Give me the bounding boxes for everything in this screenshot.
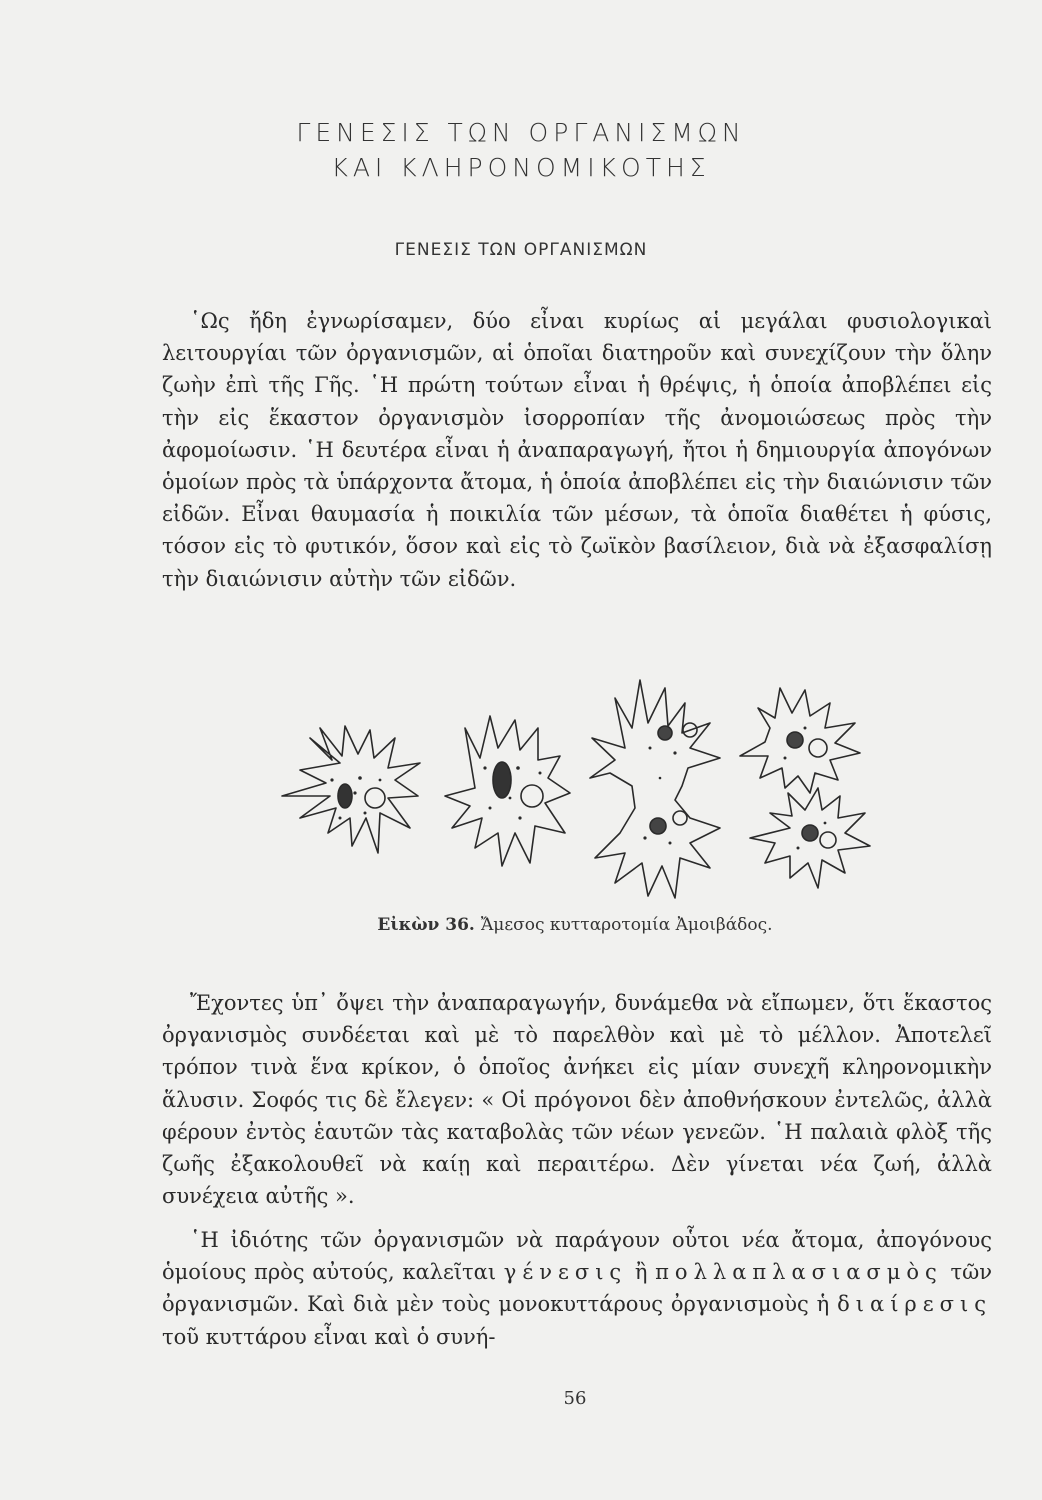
page-number: 56 — [563, 1388, 587, 1409]
body-paragraph-3 — [162, 1224, 992, 1353]
figure-caption — [0, 915, 1042, 935]
paragraph3-part3: τῶν ὀργανισμῶν. Καὶ διὰ μὲν τοὺς μονοκυττάρους ὀργανισμοὺς ἡ — [162, 1260, 992, 1317]
paragraph3-part2: ἢ — [627, 1260, 656, 1285]
paragraph3-part1: ῾Η ἰδιότης τῶν ὀργανισμῶν νὰ παράγουν οὗτοι νέα ἄτομα, ἀπογόνους ὁμοίους πρὸς αὐτούς, καλεῖται — [162, 1228, 992, 1285]
body-paragraph-1: ῾Ως ἤδη ἐγνωρίσαμεν, δύο εἶναι κυρίως αἱ μεγάλαι φυσιολογικαὶ λειτουργίαι τῶν ὀργανισμῶν, αἱ ὁποῖαι διατηροῦν καὶ συνεχίζουν τὴν ὅλην ζωὴν ἐπὶ τῆς Γῆς. ῾Η πρώτη τούτων εἶναι ἡ θρέψις, ἡ ὁποία ἀποβλέπει εἰς τὴν εἰς ἕκαστον ὀργανισμὸν ἰσορροπίαν τῆς ἀνομοιώσεως πρὸς τὴν ἀφομοίωσιν. ῾Η δευτέρα εἶναι ἡ ἀναπαραγωγή, ἤτοι ἡ δημιουργία ἀπογόνων ὁμοίων πρὸς τὰ ὑπάρχοντα ἄτομα, ἡ ὁποία ἀποβλέπει εἰς τὴν διαιώνισιν τῶν εἰδῶν. Εἶναι θαυμασία ἡ ποικιλία τῶν μέσων, τὰ ὁποῖα διαθέτει ἡ φύσις, τόσον εἰς τὸ φυτικόν, ὅσον καὶ εἰς τὸ ζωϊκὸν βασίλειον, διὰ νὰ ἐξασφαλίσῃ τὴν διαιώνισιν αὐτὴν τῶν εἰδῶν. — [162, 309, 992, 591]
amoeba-cell-3 — [590, 680, 720, 898]
section-heading: ΓΕΝΕΣΙΣ ΤΩΝ ΟΡΓΑΝΙΣΜΩΝ — [394, 240, 648, 260]
amoeba-division-illustration — [270, 668, 990, 908]
body-paragraph-2: Ἔχοντες ὑπ᾿ ὄψει τὴν ἀναπαραγωγήν, δυνάμεθα νὰ εἴπωμεν, ὅτι ἕκαστος ὀργανισμὸς συνδέεται καὶ μὲ τὸ παρελθὸν καὶ μὲ τὸ μέλλον. Ἀποτελεῖ τρόπον τινὰ ἕνα κρίκον, ὁ ὁποῖος ἀνήκει εἰς μίαν συνεχῆ κληρονομικὴν ἅλυσιν. Σοφός τις δὲ ἔλεγεν: « Οἱ πρόγονοι δὲν ἀποθνήσκουν ἐντελῶς, ἀλλὰ φέρουν ἐντὸς ἑαυτῶν τὰς καταβολὰς τῶν νέων γενεῶν. ῾Η παλαιὰ φλὸξ τῆς ζωῆς ἐξακολουθεῖ νὰ καίῃ καὶ περαιτέρω. Δὲν γίνεται νέα ζωή, ἀλλὰ συνέχεια αὐτῆς ». — [162, 991, 992, 1209]
figure-caption-text: Ἄμεσος κυτταροτομία Ἀμοιβάδος. — [480, 915, 773, 935]
term-diairesis: διαίρεσις — [837, 1292, 992, 1317]
term-pollaplasiasmos: πολλαπλασιασμὸς — [655, 1260, 943, 1285]
chapter-title-line2: ΚΑΙ ΚΛΗΡΟΝΟΜΙΚΟΤΗΣ — [331, 153, 711, 182]
paragraph3-part4: τοῦ κυττάρου εἶναι καὶ ὁ συνή- — [162, 1324, 496, 1349]
figure-label: Εἰκὼν 36. — [377, 915, 475, 935]
term-genesis: γένεσις — [503, 1260, 628, 1285]
chapter-title-line1: ΓΕΝΕΣΙΣ ΤΩΝ ΟΡΓΑΝΙΣΜΩΝ — [296, 118, 746, 147]
